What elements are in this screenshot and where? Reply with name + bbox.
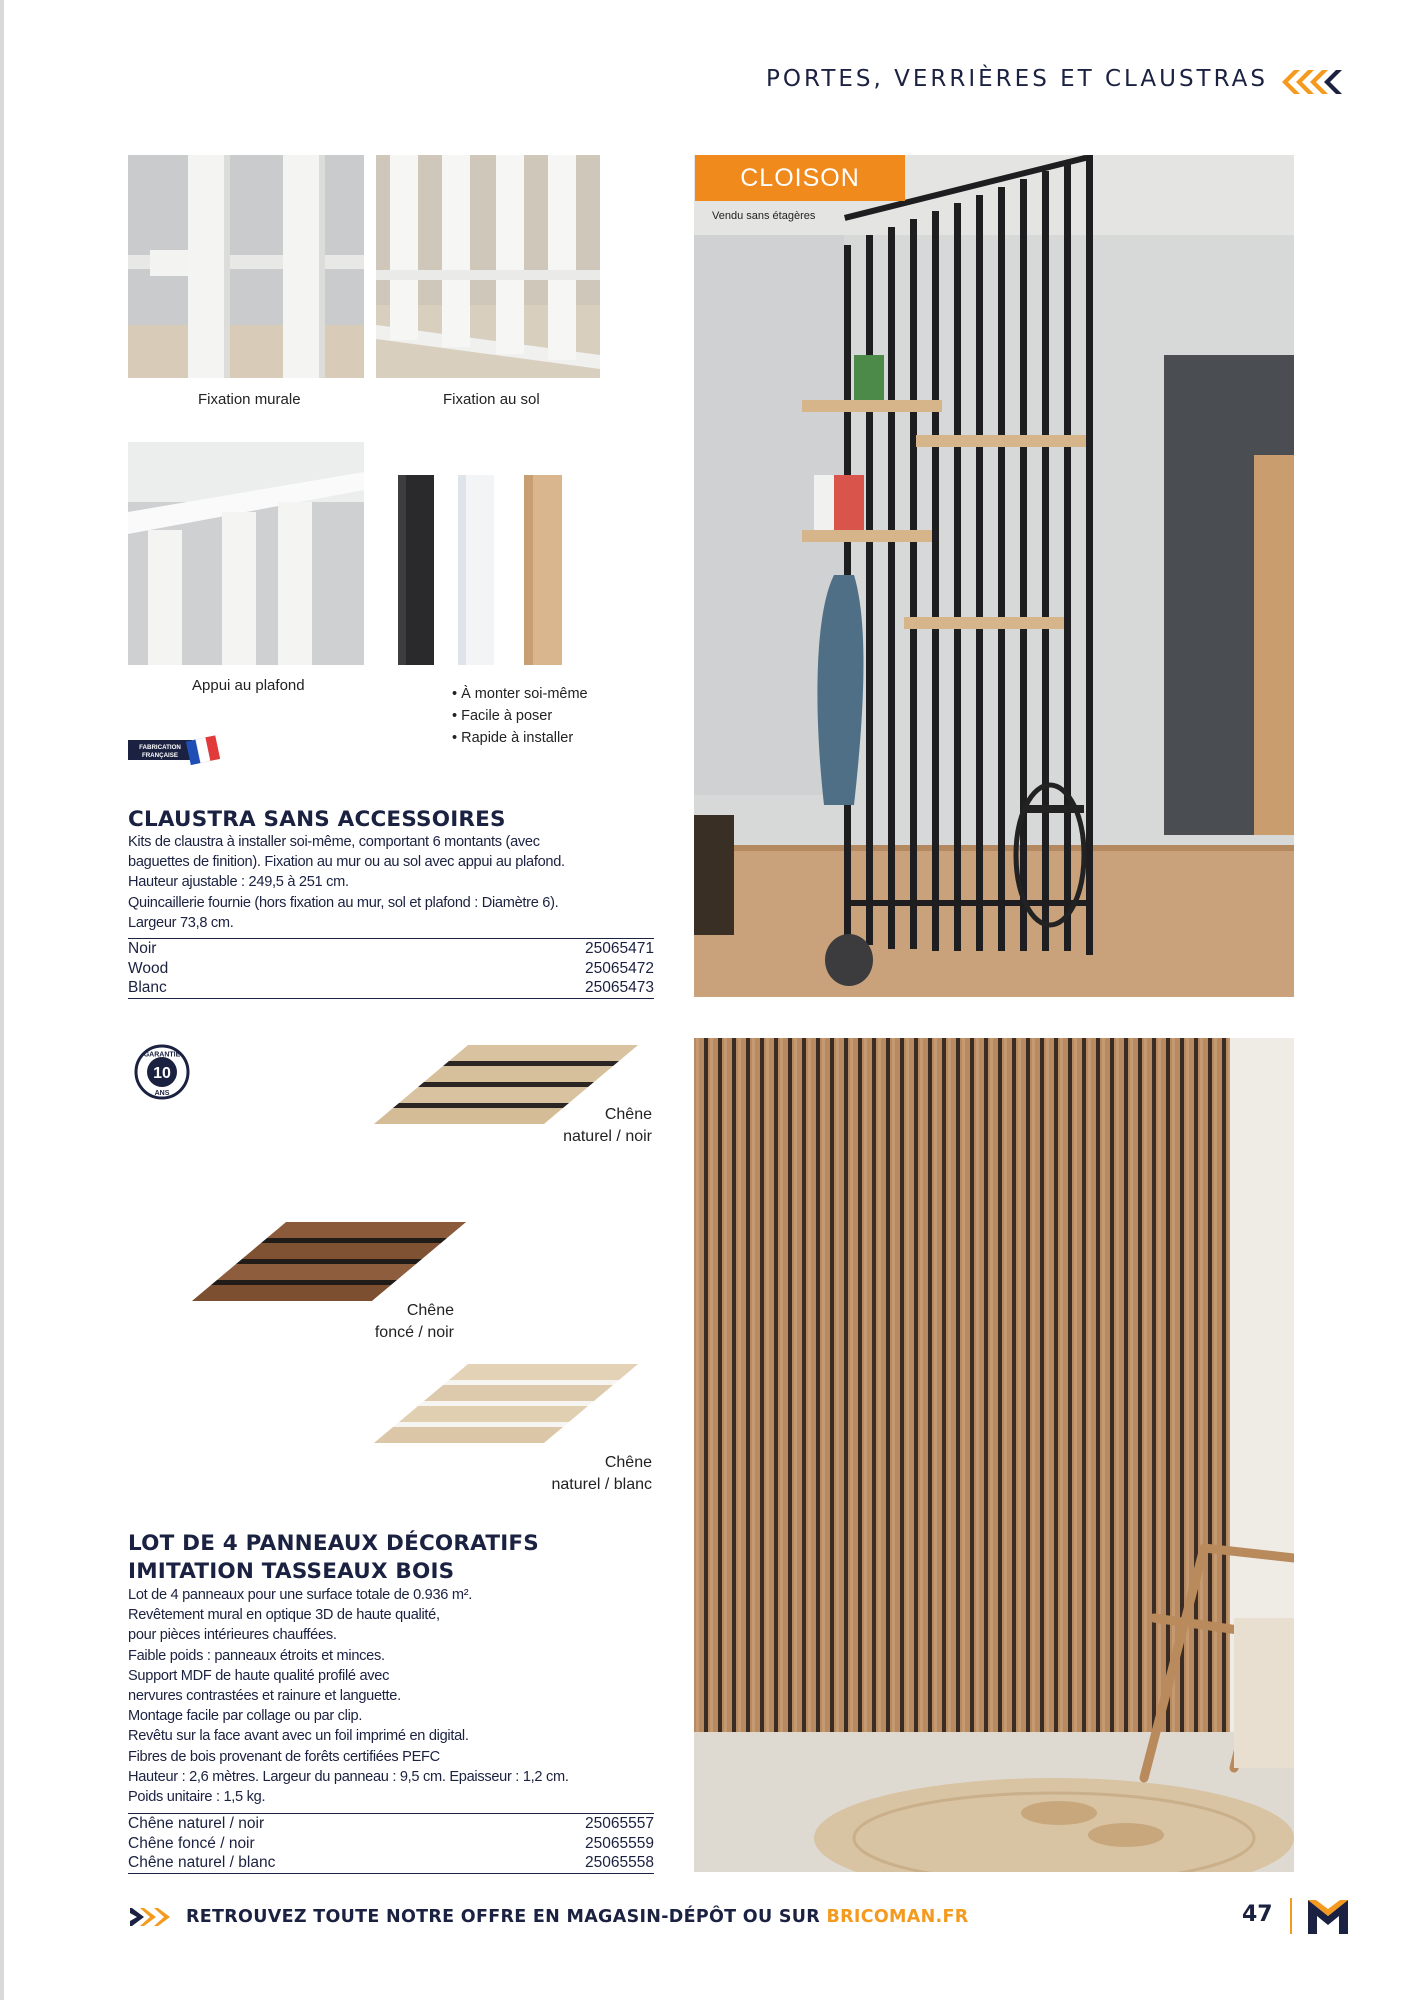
- claustra-title: CLAUSTRA SANS ACCESSOIRES: [128, 807, 506, 832]
- description-line: Support MDF de haute qualité profilé avec: [128, 1667, 390, 1684]
- reference-row: [128, 959, 654, 979]
- description-line: Kits de claustra à installer soi-même, comportant 6 montants (avec: [128, 834, 540, 850]
- feature-item: • Facile à poser: [452, 705, 588, 727]
- cloison-room-photo: [694, 155, 1294, 997]
- ceiling-support-photo: [128, 442, 364, 665]
- description-line: Poids unitaire : 1,5 kg.: [128, 1789, 266, 1806]
- floor-fixing-caption: Fixation au sol: [443, 391, 540, 408]
- description-line: Revêtu sur la face avant avec un foil imprimé en digital.: [128, 1728, 469, 1745]
- bricoman-logo: [1306, 1896, 1350, 1936]
- reference-name: Wood: [128, 959, 169, 977]
- swatch-caption: [342, 1300, 454, 1344]
- reference-code: 25065557: [585, 1815, 654, 1832]
- swatch-caption: [540, 1452, 652, 1496]
- reference-name: Blanc: [128, 979, 167, 996]
- wall-fixing-caption: Fixation murale: [198, 391, 301, 408]
- panels-reference-table: [128, 1813, 654, 1874]
- reference-row: [128, 939, 654, 959]
- footer-banner: [130, 1906, 969, 1928]
- swatch-caption-line: Chêne: [604, 1106, 652, 1123]
- panels-description: [128, 1585, 668, 1807]
- description-line: Fibres de bois provenant de forêts certifiées PEFC: [128, 1748, 440, 1765]
- description-line: Revêtement mural en optique 3D de haute qualité,: [128, 1607, 440, 1624]
- description-line: Hauteur ajustable : 249,5 à 251 cm.: [128, 874, 349, 891]
- description-line: Quincaillerie fournie (hors fixation au mur, sol et plafond : Diamètre 6).: [128, 894, 559, 911]
- reference-name: Chêne naturel / noir: [128, 1815, 265, 1832]
- reference-code: 25065472: [585, 959, 654, 977]
- description-line: nervures contrastées et rainure et languette.: [128, 1688, 401, 1705]
- reference-row: [128, 1853, 654, 1873]
- guarantee-bottom-text: ANS: [154, 1090, 170, 1097]
- feature-item: • Rapide à installer: [452, 727, 588, 749]
- claustra-description: [128, 832, 668, 933]
- panels-title-line-1: LOT DE 4 PANNEAUX DÉCORATIFS: [128, 1531, 539, 1556]
- reference-row: [128, 1834, 654, 1854]
- claustra-reference-table: [128, 938, 654, 999]
- description-line: Montage facile par collage ou par clip.: [128, 1708, 363, 1725]
- guarantee-number: 10: [153, 1065, 171, 1082]
- chevrons-left-icon: [1280, 68, 1350, 96]
- feature-list: [452, 683, 588, 749]
- reference-row: [128, 1814, 654, 1834]
- feature-item: • À monter soi-même: [452, 683, 588, 705]
- description-line: Hauteur : 2,6 mètres. Largeur du panneau : 9,5 cm. Epaisseur : 1,2 cm.: [128, 1768, 569, 1785]
- reference-code: 25065558: [585, 1854, 654, 1871]
- chevrons-right-icon: [130, 1906, 172, 1928]
- footer-divider: [1290, 1898, 1292, 1934]
- guarantee-10-years-badge: [134, 1044, 190, 1100]
- swatch-caption-line: naturel / noir: [563, 1128, 652, 1145]
- cloison-tag: CLOISON: [695, 155, 905, 201]
- wood-slat-wall-photo: [694, 1038, 1294, 1872]
- reference-code: 25065471: [585, 940, 654, 957]
- reference-row: [128, 978, 654, 998]
- footer-website-link[interactable]: BRICOMAN.FR: [826, 1907, 969, 1927]
- description-line: baguettes de finition). Fixation au mur ou au sol avec appui au plafond.: [128, 854, 565, 871]
- description-line: Faible poids : panneaux étroits et minces.: [128, 1647, 385, 1664]
- swatch-caption-line: Chêne: [604, 1454, 652, 1471]
- wall-fixing-photo: [128, 155, 364, 378]
- badge-line-2: FRANÇAISE: [141, 752, 179, 759]
- description-line: Lot de 4 panneaux pour une surface totale de 0.936 m².: [128, 1587, 473, 1603]
- ceiling-support-caption: Appui au plafond: [192, 677, 305, 694]
- swatch-caption-line: foncé / noir: [374, 1324, 454, 1341]
- color-posts-photo: [390, 470, 570, 666]
- floor-fixing-photo: [376, 155, 600, 378]
- description-line: pour pièces intérieures chauffées.: [128, 1627, 337, 1644]
- logo-letter: M: [1328, 1934, 1329, 1935]
- description-line: Largeur 73,8 cm.: [128, 914, 234, 931]
- page-number: 47: [1242, 1902, 1273, 1927]
- swatch-caption-line: naturel / blanc: [551, 1476, 652, 1493]
- swatch-caption: [540, 1104, 652, 1148]
- page-edge: [0, 0, 4, 2000]
- reference-code: 25065473: [585, 979, 654, 996]
- guarantee-top-text: GARANTIE: [143, 1051, 181, 1059]
- section-title: PORTES, VERRIÈRES ET CLAUSTRAS: [766, 66, 1268, 92]
- swatch-caption-line: Chêne: [406, 1302, 454, 1319]
- reference-name: Chêne naturel / blanc: [128, 1854, 276, 1871]
- footer-text: [186, 1907, 969, 1927]
- badge-line-1: FABRICATION: [139, 744, 181, 751]
- reference-name: Noir: [128, 940, 157, 957]
- footer-message: RETROUVEZ TOUTE NOTRE OFFRE EN MAGASIN-DÉPÔT OU SUR: [186, 1907, 827, 1927]
- panels-title-line-2: IMITATION TASSEAUX BOIS: [128, 1559, 455, 1584]
- french-made-badge: [128, 734, 220, 766]
- cloison-note: Vendu sans étagères: [712, 210, 816, 222]
- reference-name: Chêne foncé / noir: [128, 1834, 255, 1852]
- reference-code: 25065559: [585, 1834, 654, 1852]
